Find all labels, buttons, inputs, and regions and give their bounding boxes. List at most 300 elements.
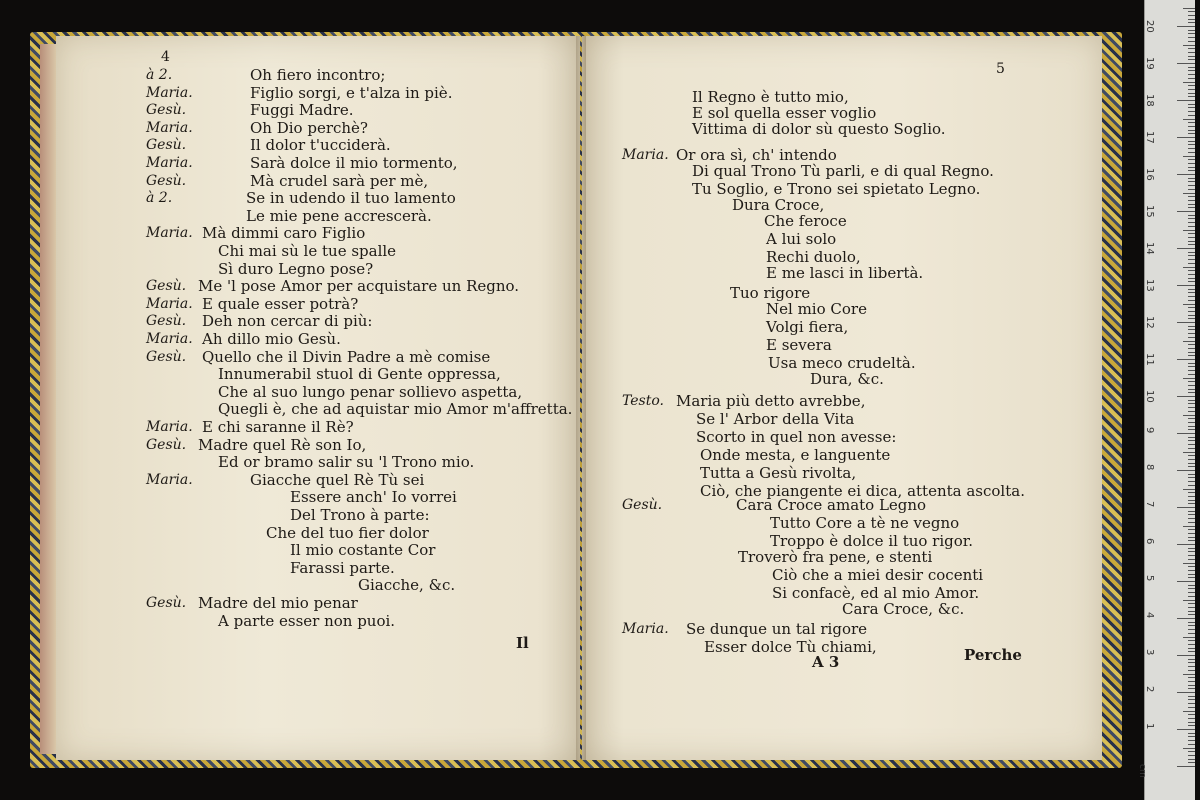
ruler-tick — [1188, 218, 1195, 219]
ruler-tick — [1188, 67, 1195, 68]
ruler-tick — [1188, 614, 1195, 615]
ruler-tick — [1188, 78, 1195, 79]
ruler-tick — [1188, 11, 1195, 12]
verse-line: Dura, &c. — [810, 370, 884, 388]
verse-line: Mà dimmi caro Figlio — [202, 224, 366, 243]
ruler-tick — [1188, 722, 1195, 723]
ruler-tick — [1188, 503, 1195, 504]
ruler-tick — [1188, 115, 1195, 116]
verse-line: Cara Croce, &c. — [842, 600, 965, 618]
verse-line: Maria più detto avrebbe, — [676, 392, 866, 410]
ruler-tick — [1188, 644, 1195, 645]
speaker-label: Maria. — [622, 621, 669, 637]
ruler-tick — [1177, 285, 1195, 286]
ruler-tick — [1188, 459, 1195, 460]
speaker-label: Gesù. — [146, 313, 187, 330]
ruler-tick — [1188, 529, 1195, 530]
ruler-tick — [1183, 230, 1195, 231]
ruler-tick — [1188, 363, 1195, 364]
ruler-tick — [1188, 762, 1195, 763]
verse-line: Sì duro Legno pose? — [218, 259, 374, 278]
verse-line: Rechi duolo, — [766, 248, 861, 266]
ruler-tick — [1188, 381, 1195, 382]
ruler-tick — [1188, 385, 1195, 386]
ruler-tick — [1188, 537, 1195, 538]
ruler-tick — [1188, 422, 1195, 423]
ruler-tick — [1188, 370, 1195, 371]
ruler-tick — [1177, 655, 1195, 656]
ruler-number: 19 — [1144, 57, 1155, 70]
verse-line: Del Trono à parte: — [290, 506, 430, 524]
verse-line: Ciò, che piangente ei dica, attenta ascolta. — [700, 482, 1025, 500]
ruler-tick — [1177, 248, 1195, 249]
ruler-tick — [1188, 611, 1195, 612]
ruler-number: 20 — [1144, 20, 1155, 33]
verse-line: Quello che il Divin Padre a mè comise — [202, 347, 491, 366]
verse-line: Deh non cercar di più: — [202, 312, 373, 331]
speaker-label: Maria. — [146, 295, 193, 312]
ruler-tick — [1183, 452, 1195, 453]
ruler-tick — [1188, 111, 1195, 112]
ruler-tick — [1188, 37, 1195, 38]
verse-line: Esser dolce Tù chiami, — [704, 638, 877, 656]
speaker-label: Gesù. — [146, 436, 187, 453]
verse-line: Chi mai sù le tue spalle — [218, 242, 397, 260]
ruler-tick — [1188, 326, 1195, 327]
ruler-tick — [1188, 551, 1195, 552]
ruler-tick — [1188, 144, 1195, 145]
ruler-tick — [1177, 507, 1195, 508]
ruler-tick — [1188, 255, 1195, 256]
ruler-number: 5 — [1144, 575, 1155, 582]
ruler-tick — [1188, 448, 1195, 449]
ruler-tick — [1188, 244, 1195, 245]
ruler-tick — [1188, 15, 1195, 16]
catchword: Perche — [964, 646, 1022, 664]
speaker-label: Maria. — [146, 331, 193, 347]
ruler-tick — [1188, 241, 1195, 242]
verse-line: Il mio costante Cor — [290, 541, 436, 560]
ruler-tick — [1188, 52, 1195, 53]
verse-line: Fuggi Madre. — [250, 101, 354, 120]
ruler-tick — [1188, 196, 1195, 197]
ruler-tick — [1188, 130, 1195, 131]
ruler-tick — [1188, 736, 1195, 737]
ruler-tick — [1188, 514, 1195, 515]
ruler-number: 13 — [1144, 279, 1155, 292]
verse-line: Dura Croce, — [732, 196, 825, 214]
page-number: 5 — [996, 61, 1005, 77]
ruler-tick — [1188, 163, 1195, 164]
ruler-tick — [1188, 403, 1195, 404]
ruler-tick — [1183, 82, 1195, 83]
ruler-tick — [1188, 640, 1195, 641]
ruler-tick — [1188, 733, 1195, 734]
ruler-tick — [1183, 119, 1195, 120]
speaker-label: à 2. — [146, 67, 173, 83]
verse-line: Usa meco crudeltà. — [768, 354, 916, 372]
ruler-tick — [1188, 355, 1195, 356]
speaker-label: Gesù. — [146, 278, 187, 295]
ruler-number: 10 — [1144, 390, 1155, 403]
speaker-label: Maria. — [622, 147, 669, 163]
verse-line: Se in udendo il tuo lamento — [246, 189, 456, 208]
ruler-tick — [1188, 596, 1195, 597]
ruler-tick — [1188, 259, 1195, 260]
verse-line: Farassi parte. — [290, 558, 395, 577]
verse-line: Oh fiero incontro; — [250, 66, 386, 84]
ruler-tick — [1188, 607, 1195, 608]
verse-line: Figlio sorgi, e t'alza in piè. — [250, 83, 453, 102]
ruler-number: 4 — [1144, 612, 1155, 619]
ruler-tick — [1188, 207, 1195, 208]
ruler-tick — [1188, 681, 1195, 682]
ruler-tick — [1188, 588, 1195, 589]
ruler-tick — [1188, 392, 1195, 393]
ruler-tick — [1188, 148, 1195, 149]
ruler-tick — [1183, 156, 1195, 157]
ruler-tick — [1188, 759, 1195, 760]
ruler-tick — [1188, 315, 1195, 316]
ruler-tick — [1188, 70, 1195, 71]
verse-line: Onde mesta, e languente — [700, 446, 891, 464]
ruler-tick — [1188, 59, 1195, 60]
ruler-tick — [1188, 688, 1195, 689]
speaker-label: Gesù. — [622, 497, 663, 513]
ruler-tick — [1183, 378, 1195, 379]
ruler-tick — [1188, 577, 1195, 578]
signature-mark: A 3 — [812, 653, 840, 671]
ruler-number: 16 — [1144, 168, 1155, 181]
ruler-tick — [1188, 274, 1195, 275]
ruler-tick — [1177, 470, 1195, 471]
page-number: 4 — [161, 49, 170, 65]
ruler-tick — [1188, 714, 1195, 715]
ruler-number: 17 — [1144, 131, 1155, 144]
ruler-tick — [1188, 418, 1195, 419]
verse-line: Oh Dio perchè? — [250, 118, 368, 137]
ruler-tick — [1188, 651, 1195, 652]
catchword: Il — [516, 634, 529, 652]
ruler-tick — [1188, 633, 1195, 634]
ruler-tick — [1188, 522, 1195, 523]
ruler-tick — [1188, 696, 1195, 697]
ruler-tick — [1188, 500, 1195, 501]
ruler-tick — [1188, 407, 1195, 408]
ruler-tick — [1188, 329, 1195, 330]
ruler-tick — [1188, 352, 1195, 353]
speaker-label: Maria. — [146, 155, 193, 171]
ruler-tick — [1188, 570, 1195, 571]
verse-line: Madre del mio penar — [198, 594, 358, 612]
ruler-tick — [1188, 555, 1195, 556]
ruler-tick — [1188, 300, 1195, 301]
ruler-tick — [1177, 211, 1195, 212]
ruler-tick — [1188, 93, 1195, 94]
ruler-tick — [1188, 96, 1195, 97]
ruler-tick — [1188, 718, 1195, 719]
ruler-tick — [1177, 174, 1195, 175]
speaker-label: Maria. — [146, 419, 193, 435]
ruler-tick — [1188, 740, 1195, 741]
verse-line: Che del tuo fier dolor — [266, 523, 429, 542]
ruler-tick — [1188, 296, 1195, 297]
ruler-tick — [1177, 729, 1195, 730]
ruler-tick — [1177, 581, 1195, 582]
ruler-number: 8 — [1144, 464, 1155, 471]
verse-line: Giacche quel Rè Tù sei — [250, 470, 425, 489]
ruler-tick — [1188, 263, 1195, 264]
ruler-tick — [1188, 429, 1195, 430]
verse-line: Cara Croce amato Legno — [736, 496, 927, 514]
ruler-tick — [1188, 19, 1195, 20]
ruler-tick — [1188, 159, 1195, 160]
ruler-tick — [1183, 8, 1195, 9]
ruler-tick — [1188, 622, 1195, 623]
ruler-tick — [1188, 540, 1195, 541]
ruler-tick — [1188, 56, 1195, 57]
ruler-tick — [1188, 559, 1195, 560]
ruler-tick — [1188, 33, 1195, 34]
verse-line: Il dolor t'ucciderà. — [250, 136, 391, 155]
ruler-tick — [1188, 659, 1195, 660]
verse-line: Scorto in quel non avesse: — [696, 428, 897, 446]
ruler-tick — [1188, 226, 1195, 227]
ruler-number: 14 — [1144, 242, 1155, 255]
ruler-tick — [1188, 215, 1195, 216]
speaker-label: Gesù. — [146, 172, 187, 189]
verse-line: Le mie pene accrescerà. — [246, 206, 432, 225]
speaker-label: à 2. — [146, 190, 173, 207]
ruler-tick — [1188, 74, 1195, 75]
ruler-tick — [1177, 100, 1195, 101]
verse-line: Mà crudel sarà per mè, — [250, 171, 429, 190]
ruler-tick — [1188, 533, 1195, 534]
ruler-number: 2 — [1144, 686, 1155, 693]
verse-line: Innumerabil stuol di Gente oppressa, — [218, 365, 501, 384]
speaker-label: Maria. — [146, 471, 193, 488]
ruler-tick — [1183, 415, 1195, 416]
verse-line: Vittima di dolor sù questo Soglio. — [692, 120, 946, 138]
ruler-tick — [1177, 63, 1195, 64]
verse-line: Tutto Core a tè ne vegno — [770, 514, 960, 532]
ruler-tick — [1188, 707, 1195, 708]
ruler-tick — [1183, 267, 1195, 268]
verse-line: Se l' Arbor della Vita — [696, 410, 855, 428]
ruler-tick — [1188, 437, 1195, 438]
ruler-tick — [1188, 518, 1195, 519]
ruler-tick — [1188, 270, 1195, 271]
speaker-label: Gesù. — [146, 348, 187, 365]
speaker-label: Gesù. — [146, 595, 187, 611]
ruler-tick — [1188, 629, 1195, 630]
ruler-tick — [1188, 278, 1195, 279]
ruler-tick — [1188, 348, 1195, 349]
ruler-tick — [1188, 222, 1195, 223]
ruler-tick — [1177, 26, 1195, 27]
ruler-tick — [1188, 89, 1195, 90]
verse-line: Nel mio Core — [766, 300, 867, 318]
ruler-tick — [1183, 674, 1195, 675]
ruler-tick — [1188, 307, 1195, 308]
ruler-tick — [1188, 389, 1195, 390]
verse-line: Sarà dolce il mio tormento, — [250, 154, 458, 172]
ruler-tick — [1183, 193, 1195, 194]
verse-line: E severa — [766, 336, 832, 354]
ruler-tick — [1188, 751, 1195, 752]
ruler-tick — [1183, 748, 1195, 749]
ruler-number: 9 — [1144, 427, 1155, 434]
verse-line: Me 'l pose Amor per acquistare un Regno. — [198, 277, 520, 296]
ruler-tick — [1183, 637, 1195, 638]
ruler-tick — [1188, 574, 1195, 575]
ruler-tick — [1188, 281, 1195, 282]
ruler-tick — [1188, 152, 1195, 153]
ruler-tick — [1188, 466, 1195, 467]
verse-line: Madre quel Rè son Io, — [198, 435, 367, 454]
verse-line: Troppo è dolce il tuo rigor. — [770, 532, 974, 550]
ruler-tick — [1183, 711, 1195, 712]
ruler-tick — [1188, 22, 1195, 23]
ruler-tick — [1188, 366, 1195, 367]
ruler-tick — [1188, 292, 1195, 293]
verse-line: Tutta a Gesù rivolta, — [700, 464, 857, 482]
verse-line: Che al suo lungo penar sollievo aspetta, — [218, 382, 523, 401]
ruler-tick — [1183, 600, 1195, 601]
ruler-tick — [1188, 477, 1195, 478]
ruler-tick — [1183, 563, 1195, 564]
ruler-tick — [1188, 440, 1195, 441]
ruler-tick — [1188, 670, 1195, 671]
ruler-number: 18 — [1144, 94, 1155, 107]
verse-line: Quegli è, che ad aquistar mio Amor m'affretta. — [218, 400, 573, 419]
ruler-number: 7 — [1144, 501, 1155, 508]
ruler-tick — [1188, 666, 1195, 667]
ruler-tick — [1188, 133, 1195, 134]
ruler-tick — [1188, 625, 1195, 626]
ruler-tick — [1188, 426, 1195, 427]
ruler-tick — [1188, 685, 1195, 686]
verse-line: Ciò che a miei desir cocenti — [772, 566, 984, 584]
ruler-tick — [1188, 677, 1195, 678]
ruler-tick — [1188, 122, 1195, 123]
ruler-number: 11 — [1144, 353, 1155, 366]
verse-line: Troverò fra pene, e stenti — [738, 548, 933, 566]
ruler-tick — [1177, 544, 1195, 545]
speaker-label: Maria. — [146, 84, 193, 101]
ruler-tick — [1177, 322, 1195, 323]
verse-line: E quale esser potrà? — [202, 294, 359, 313]
ruler-tick — [1188, 30, 1195, 31]
ruler-tick — [1188, 755, 1195, 756]
ruler-tick — [1188, 289, 1195, 290]
ruler-tick — [1188, 252, 1195, 253]
ruler-tick — [1177, 359, 1195, 360]
ruler-tick — [1188, 48, 1195, 49]
ruler-number: 6 — [1144, 538, 1155, 545]
ruler-tick — [1188, 200, 1195, 201]
ruler-tick — [1188, 344, 1195, 345]
ruler-tick — [1188, 725, 1195, 726]
ruler-tick — [1188, 126, 1195, 127]
ruler-tick — [1183, 341, 1195, 342]
ruler-tick — [1188, 189, 1195, 190]
ruler-tick — [1188, 648, 1195, 649]
ruler-tick — [1188, 485, 1195, 486]
ruler-tick — [1188, 85, 1195, 86]
ruler-tick — [1177, 618, 1195, 619]
ruler-tick — [1188, 511, 1195, 512]
ruler-tick — [1188, 548, 1195, 549]
ruler-tick — [1188, 337, 1195, 338]
ruler-tick — [1183, 304, 1195, 305]
page-edge — [40, 44, 56, 754]
verse-line: A parte esser non puoi. — [218, 611, 396, 630]
verse-line: Di qual Trono Tù parli, e di qual Regno. — [692, 162, 994, 180]
ruler-tick — [1183, 45, 1195, 46]
ruler-tick — [1188, 170, 1195, 171]
ruler-tick — [1188, 444, 1195, 445]
ruler-tick — [1177, 766, 1195, 767]
verse-line: Tuo rigore — [730, 284, 811, 302]
ruler-tick — [1188, 185, 1195, 186]
speaker-label: Maria. — [146, 119, 193, 136]
ruler-number: 1 — [1144, 723, 1155, 730]
ruler-tick — [1188, 181, 1195, 182]
speaker-label: Gesù. — [146, 102, 187, 119]
ruler-tick — [1188, 237, 1195, 238]
ruler-tick — [1188, 311, 1195, 312]
ruler-tick — [1188, 463, 1195, 464]
ruler-tick — [1188, 411, 1195, 412]
ruler-tick — [1188, 141, 1195, 142]
ruler-tick — [1188, 104, 1195, 105]
ruler-tick — [1188, 374, 1195, 375]
ruler-unit: cm — [1137, 764, 1147, 778]
ruler-tick — [1188, 492, 1195, 493]
speaker-label: Gesù. — [146, 137, 187, 154]
ruler-tick — [1177, 137, 1195, 138]
ruler-tick — [1188, 333, 1195, 334]
verse-line: A lui solo — [766, 230, 837, 248]
ruler-tick — [1188, 107, 1195, 108]
speaker-label: Testo. — [622, 393, 664, 409]
speaker-label: Maria. — [146, 225, 193, 242]
ruler-tick — [1188, 318, 1195, 319]
verse-line: E me lasci in libertà. — [766, 264, 924, 282]
ruler-tick — [1188, 474, 1195, 475]
ruler-tick — [1188, 699, 1195, 700]
verse-line: Volgi fiera, — [766, 318, 849, 336]
ruler-tick — [1177, 396, 1195, 397]
verse-line: Or ora sì, ch' intendo — [676, 146, 837, 164]
verse-line: E chi saranne il Rè? — [202, 418, 354, 436]
ruler-tick — [1188, 178, 1195, 179]
verse-line: Ed or bramo salir su 'l Trono mio. — [218, 453, 475, 472]
ruler-tick — [1188, 662, 1195, 663]
verse-line: Il Regno è tutto mio, — [692, 88, 849, 106]
measuring-ruler — [1137, 0, 1195, 800]
verse-line: Che feroce — [764, 212, 847, 230]
ruler-tick — [1177, 692, 1195, 693]
ruler-tick — [1188, 41, 1195, 42]
ruler-tick — [1188, 167, 1195, 168]
verse-line: Tu Soglio, e Trono sei spietato Legno. — [692, 180, 981, 198]
ruler-tick — [1188, 400, 1195, 401]
ruler-tick — [1188, 233, 1195, 234]
ruler-number: 3 — [1144, 649, 1155, 656]
ruler-tick — [1188, 592, 1195, 593]
